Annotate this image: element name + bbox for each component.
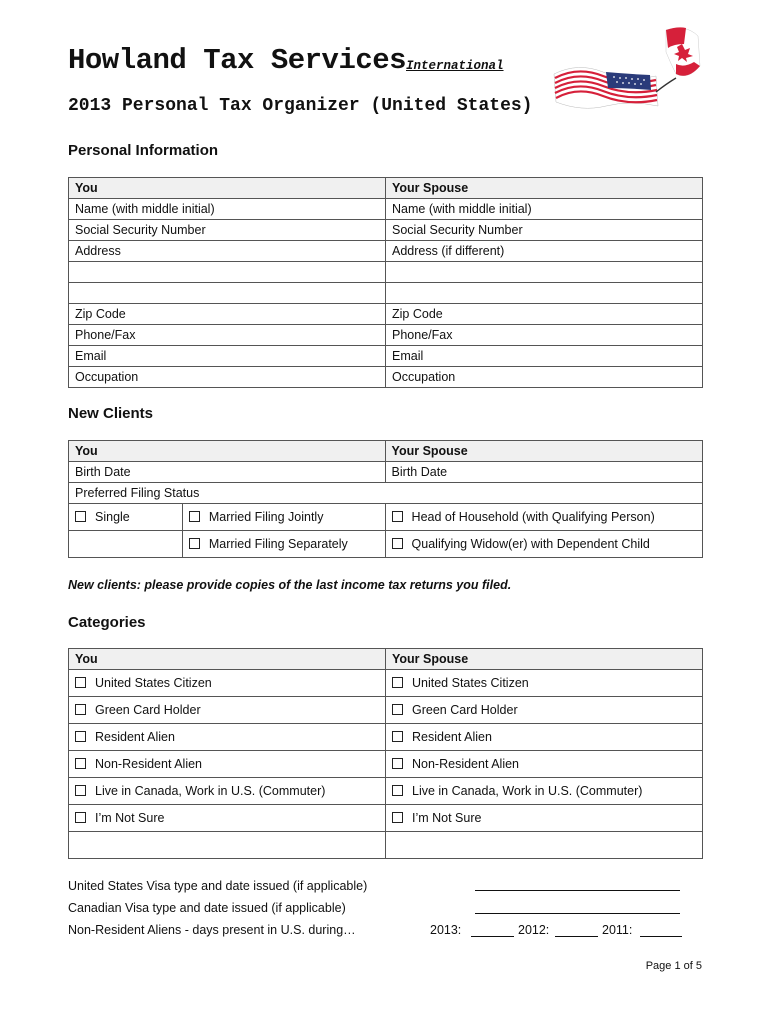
spouse-email-field[interactable]: Email: [386, 346, 703, 367]
green-card-option[interactable]: [69, 697, 386, 724]
international-label: International: [406, 59, 504, 73]
us-visa-label: United States Visa type and date issued (if applicable): [68, 879, 368, 893]
zip-field[interactable]: Zip Code: [69, 304, 386, 325]
hoh-label: Head of Household (with Qualifying Person): [411, 510, 655, 524]
year-2011-label: 2011:: [602, 923, 633, 937]
company-title: Howland Tax Services: [68, 44, 407, 77]
not-sure-checkbox[interactable]: [75, 812, 86, 823]
spouse-non-resident-label: Non-Resident Alien: [412, 757, 520, 771]
spouse-zip-field[interactable]: Zip Code: [386, 304, 703, 325]
page-number: Page 1 of 5: [645, 960, 702, 972]
canada-flag-icon: [666, 27, 700, 75]
new-clients-you-header: You: [69, 441, 386, 462]
phone-fax-field[interactable]: Phone/Fax: [69, 325, 386, 346]
us-canada-flags-logo: [548, 22, 708, 122]
spouse-commuter-checkbox[interactable]: [392, 785, 403, 796]
spouse-name-field[interactable]: Name (with middle initial): [386, 199, 703, 220]
us-visa-line[interactable]: [475, 890, 680, 891]
spouse-commuter-label: Live in Canada, Work in U.S. (Commuter): [412, 784, 643, 798]
year-2011-line[interactable]: [640, 936, 682, 937]
single-label: Single: [95, 510, 130, 524]
resident-alien-checkbox[interactable]: [75, 731, 86, 742]
mfj-label: Married Filing Jointly: [208, 510, 324, 524]
categories-heading: Categories: [68, 614, 146, 631]
spouse-resident-alien-option[interactable]: [386, 724, 703, 751]
spouse-address-line-3-field[interactable]: [386, 283, 703, 304]
not-sure-label: I’m Not Sure: [95, 811, 165, 825]
year-2012-line[interactable]: [555, 936, 598, 937]
ssn-field[interactable]: Social Security Number: [69, 220, 386, 241]
single-option[interactable]: [69, 504, 183, 531]
us-flag-icon: [554, 67, 658, 108]
qw-option[interactable]: [385, 531, 702, 558]
occupation-field[interactable]: Occupation: [69, 367, 386, 388]
spouse-occupation-field[interactable]: Occupation: [386, 367, 703, 388]
new-clients-note: New clients: please provide copies of the last income tax returns you filed.: [68, 578, 512, 592]
citizen-label: United States Citizen: [95, 676, 212, 690]
email-field[interactable]: Email: [69, 346, 386, 367]
empty-filing-cell: [69, 531, 183, 558]
single-checkbox[interactable]: [75, 511, 86, 522]
new-clients-spouse-header: Your Spouse: [385, 441, 702, 462]
spouse-commuter-option[interactable]: [386, 778, 703, 805]
categories-you-header: You: [69, 649, 386, 670]
spouse-birth-date-field[interactable]: Birth Date: [385, 462, 702, 483]
year-2013-label: 2013:: [430, 923, 462, 937]
nonres-days-label: Non-Resident Aliens - days present in U.S. during…: [68, 923, 356, 937]
spouse-citizen-option[interactable]: [386, 670, 703, 697]
green-card-checkbox[interactable]: [75, 704, 86, 715]
spouse-green-card-label: Green Card Holder: [412, 703, 518, 717]
spouse-citizen-checkbox[interactable]: [392, 677, 403, 688]
mfs-checkbox[interactable]: [189, 538, 200, 549]
commuter-option[interactable]: [69, 778, 386, 805]
categories-spouse-header: Your Spouse: [386, 649, 703, 670]
hoh-checkbox[interactable]: [392, 511, 403, 522]
not-sure-option[interactable]: [69, 805, 386, 832]
year-2013-line[interactable]: [471, 936, 514, 937]
spouse-citizen-label: United States Citizen: [412, 676, 529, 690]
address-line-3-field[interactable]: [69, 283, 386, 304]
spouse-green-card-checkbox[interactable]: [392, 704, 403, 715]
commuter-label: Live in Canada, Work in U.S. (Commuter): [95, 784, 326, 798]
canada-visa-label: Canadian Visa type and date issued (if applicable): [68, 901, 346, 915]
personal-info-heading: Personal Information: [68, 142, 219, 159]
spouse-address-line-2-field[interactable]: [386, 262, 703, 283]
mfj-option[interactable]: [182, 504, 385, 531]
spouse-non-resident-option[interactable]: [386, 751, 703, 778]
categories-table: [68, 648, 703, 859]
spouse-not-sure-label: I’m Not Sure: [412, 811, 482, 825]
name-field[interactable]: Name (with middle initial): [69, 199, 386, 220]
spouse-non-resident-checkbox[interactable]: [392, 758, 403, 769]
address-line-2-field[interactable]: [69, 262, 386, 283]
page-subtitle: 2013 Personal Tax Organizer (United States): [68, 96, 533, 116]
green-card-label: Green Card Holder: [95, 703, 201, 717]
personal-info-table: [68, 177, 703, 388]
spouse-ssn-field[interactable]: Social Security Number: [386, 220, 703, 241]
qw-checkbox[interactable]: [392, 538, 403, 549]
filing-status-label: Preferred Filing Status: [69, 483, 703, 504]
year-2012-label: 2012:: [518, 923, 550, 937]
canada-visa-line[interactable]: [475, 913, 680, 914]
citizen-option[interactable]: [69, 670, 386, 697]
hoh-option[interactable]: [385, 504, 702, 531]
non-resident-option[interactable]: [69, 751, 386, 778]
non-resident-label: Non-Resident Alien: [95, 757, 203, 771]
spouse-phone-fax-field[interactable]: Phone/Fax: [386, 325, 703, 346]
categories-blank-cell[interactable]: [69, 832, 386, 859]
resident-alien-label: Resident Alien: [95, 730, 175, 744]
citizen-checkbox[interactable]: [75, 677, 86, 688]
commuter-checkbox[interactable]: [75, 785, 86, 796]
spouse-not-sure-checkbox[interactable]: [392, 812, 403, 823]
mfs-option[interactable]: [182, 531, 385, 558]
new-clients-heading: New Clients: [68, 405, 154, 422]
personal-you-header: You: [69, 178, 386, 199]
spouse-green-card-option[interactable]: [386, 697, 703, 724]
non-resident-checkbox[interactable]: [75, 758, 86, 769]
spouse-address-field[interactable]: Address (if different): [386, 241, 703, 262]
spouse-resident-alien-label: Resident Alien: [412, 730, 492, 744]
spouse-categories-blank-cell[interactable]: [386, 832, 703, 859]
birth-date-field[interactable]: Birth Date: [69, 462, 386, 483]
mfs-label: Married Filing Separately: [208, 537, 348, 551]
resident-alien-option[interactable]: [69, 724, 386, 751]
spouse-not-sure-option[interactable]: [386, 805, 703, 832]
address-field[interactable]: Address: [69, 241, 386, 262]
qw-label: Qualifying Widow(er) with Dependent Child: [411, 537, 650, 551]
mfj-checkbox[interactable]: [189, 511, 200, 522]
spouse-resident-alien-checkbox[interactable]: [392, 731, 403, 742]
personal-spouse-header: Your Spouse: [386, 178, 703, 199]
new-clients-table: [68, 440, 703, 558]
